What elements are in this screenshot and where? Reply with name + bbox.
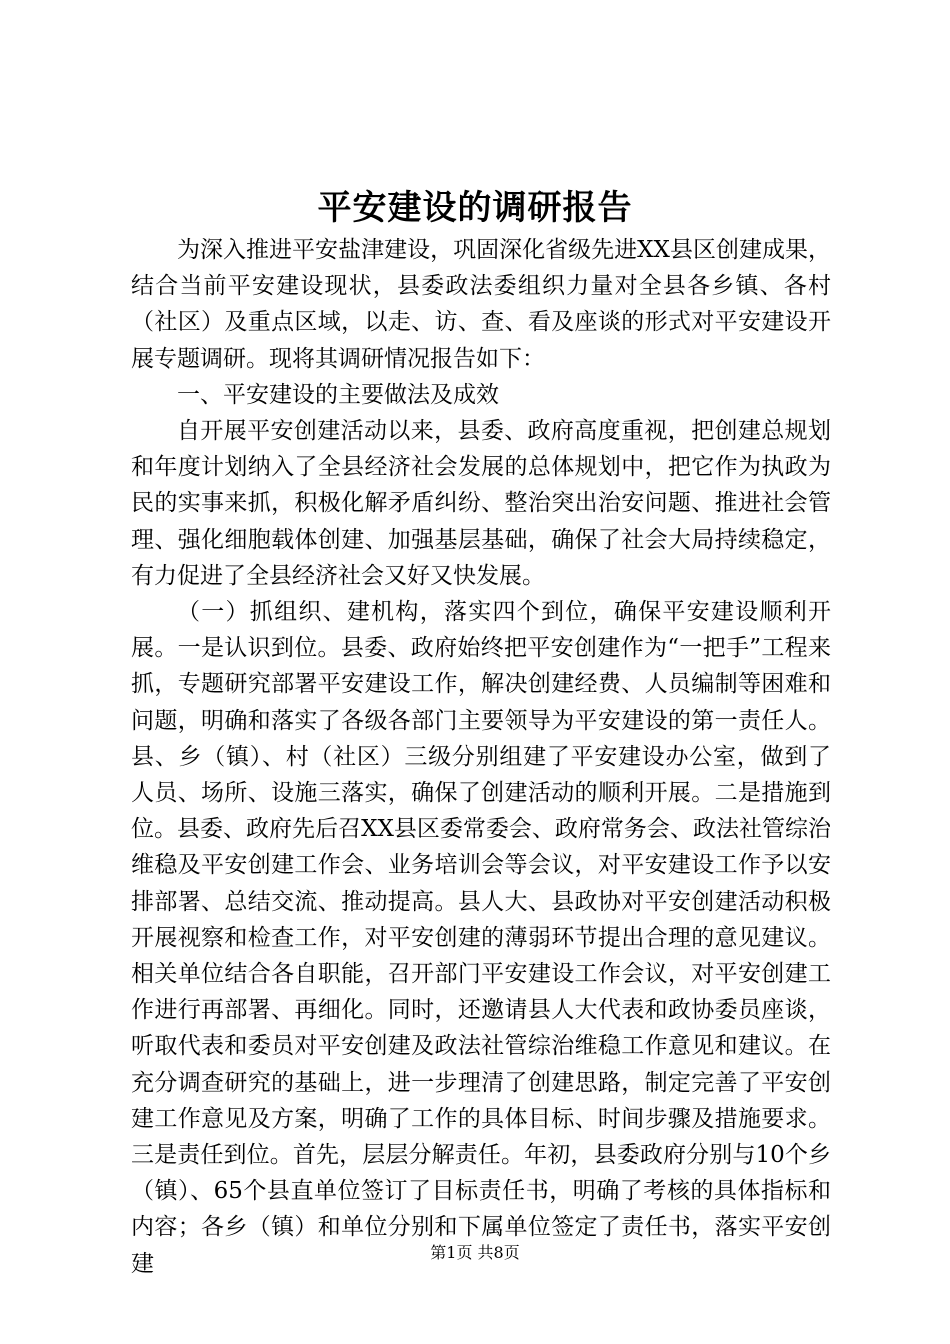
body-paragraph: 自开展平安创建活动以来，县委、政府高度重视，把创建总规划和年度计划纳入了全县经济社会发展的总体规划中，把它作为执政为民的实事来抓，积极化解矛盾纠纷、整治突出治安问题、推进社会管理、强化细胞载体创建、加强基层基础，确保了社会大局持续稳定，有力促进了全县经济社会又好又快发展。 xyxy=(131,418,831,589)
document-body xyxy=(131,232,831,1282)
page-title: 平安建设的调研报告 xyxy=(317,188,633,228)
page-footer: 第1页 共8页 xyxy=(430,1243,520,1262)
intro-paragraph: 为深入推进平安盐津建设，巩固深化省级先进XX县区创建成果，结合当前平安建设现状，县委政法委组织力量对全县各乡镇、各村（社区）及重点区域，以走、访、查、看及座谈的形式对平安建设开展专题调研。现将其调研情况报告如下： xyxy=(131,237,831,372)
body-paragraph: （一）抓组织、建机构，落实四个到位，确保平安建设顺利开展。一是认识到位。县委、政府始终把平安创建作为“一把手”工程来抓，专题研究部署平安建设工作，解决创建经费、人员编制等困难和问题，明确和落实了各级各部门主要领导为平安建设的第一责任人。县、乡（镇）、村（社区）三级分别组建了平安建设办公室，做到了人员、场所、设施三落实，确保了创建活动的顺利开展。二是措施到位。县委、政府先后召XX县区委常委会、政府常务会、政法社管综治维稳及平安创建工作会、业务培训会等会议，对平安建设工作予以安排部署、总结交流、推动提高。县人大、县政协对平安创建活动积极开展视察和检查工作，对平安创建的薄弱环节提出合理的意见建议。相关单位结合各自职能，召开部门平安建设工作会议，对平安创建工作进行再部署、再细化。同时，还邀请县人大代表和政协委员座谈，听取代表和委员对平安创建及政法社管综治维稳工作意见和建议。在充分调查研究的基础上，进一步理清了创建思路，制定完善了平安创建工作意见及方案，明确了工作的具体目标、时间步骤及措施要求。三是责任到位。首先，层层分解责任。年初，县委政府分别与10个乡（镇）、65个县直单位签订了目标责任书，明确了考核的具体指标和内容；各乡（镇）和单位分别和下属单位签定了责任书，落实平安创建 xyxy=(131,599,831,1277)
section-heading: 一、平安建设的主要做法及成效 xyxy=(177,381,499,408)
